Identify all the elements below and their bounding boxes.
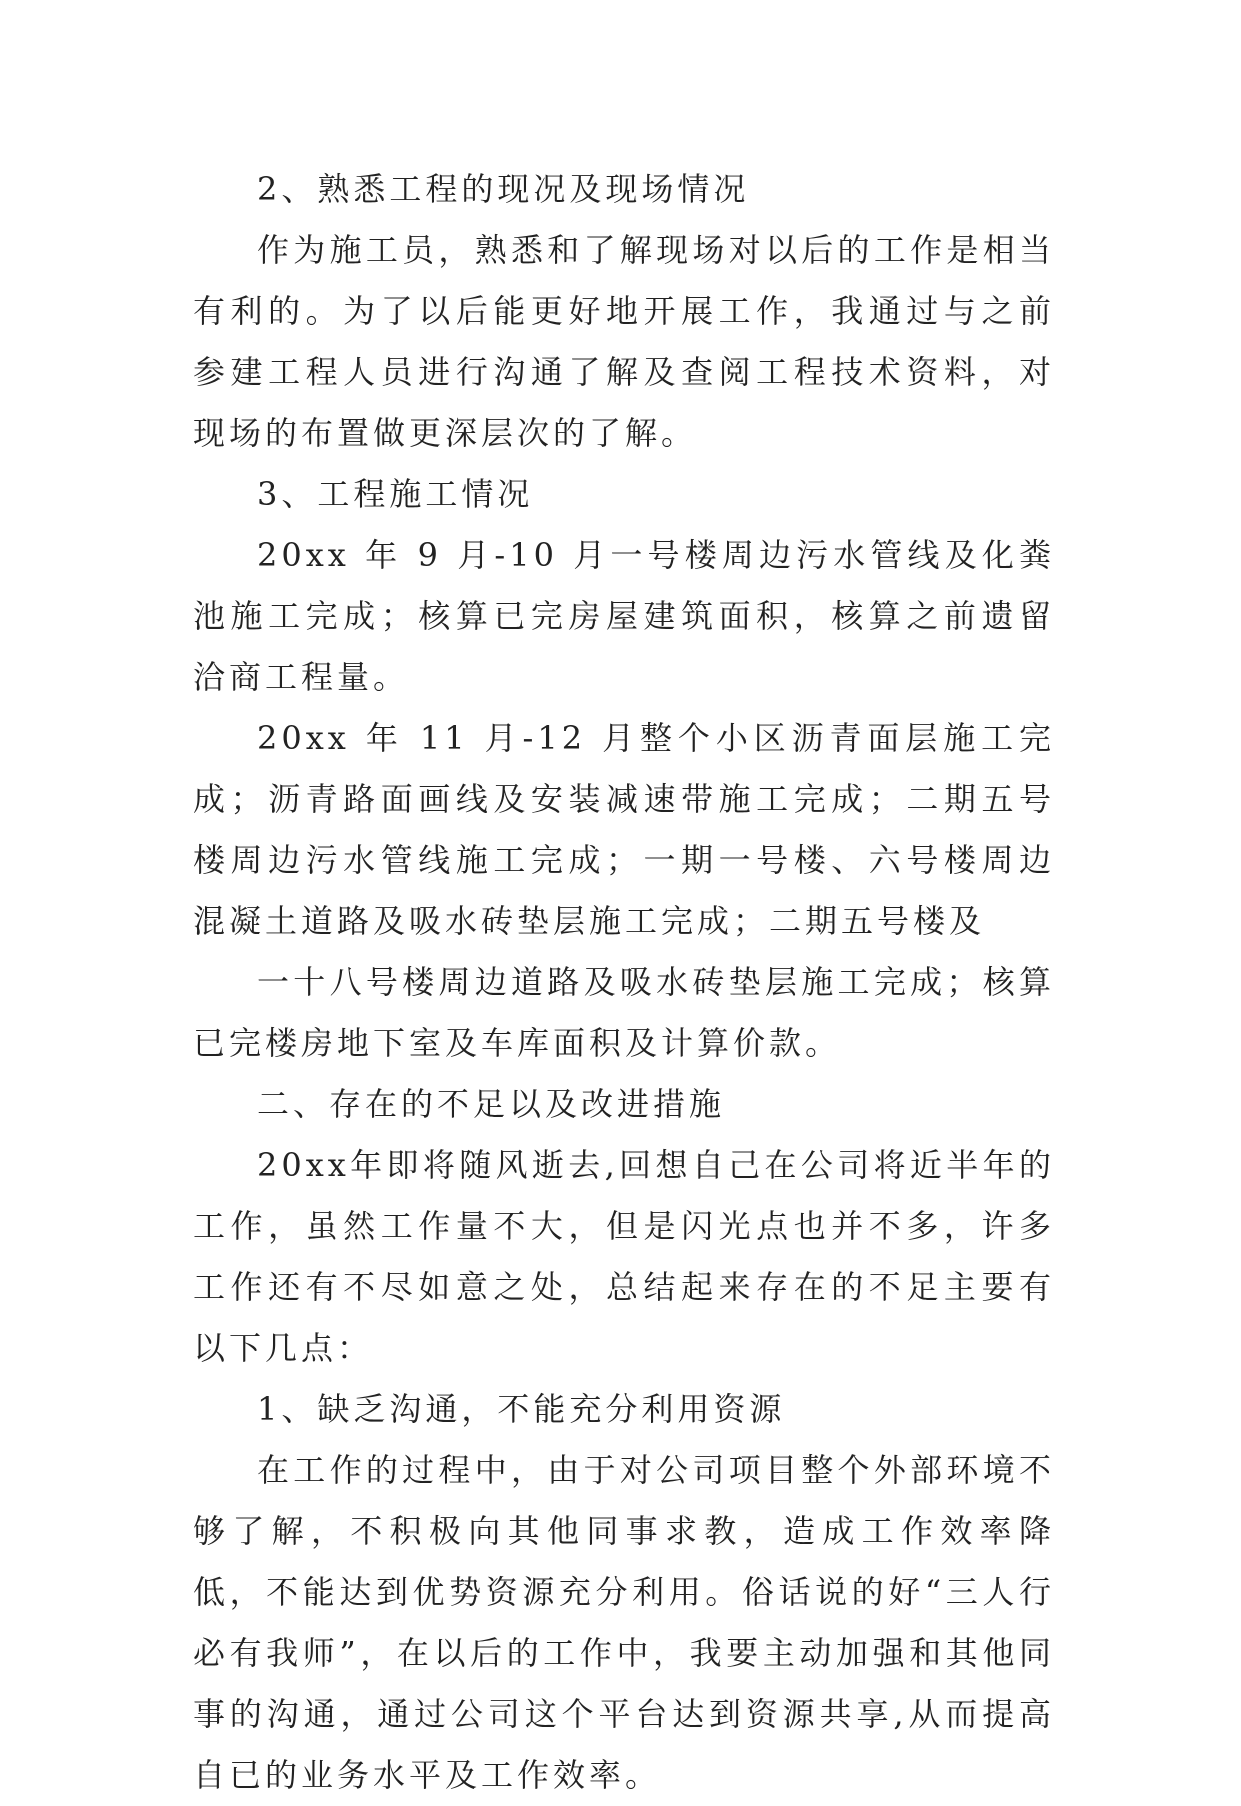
paragraph-sep-oct-work: 20xx 年 9 月-10 月一号楼周边污水管线及化粪池施工完成；核算已完房屋建筑面积，核算之前遗留洽商工程量。 bbox=[193, 536, 1055, 696]
document-body bbox=[193, 159, 1055, 1806]
section-heading-construction-status: 3、工程施工情况 bbox=[257, 475, 534, 513]
paragraph-nov-dec-work: 20xx 年 11 月-12 月整个小区沥青面层施工完成；沥青路面画线及安装减速带施工完成；二期五号楼周边污水管线施工完成；一期一号楼、六号楼周边混凝土道路及吸水砖垫层施工完成；二期五号楼及 bbox=[193, 719, 1055, 940]
section-heading-lack-communication: 1、缺乏沟通，不能充分利用资源 bbox=[257, 1390, 786, 1428]
paragraph-year-review: 20xx年即将随风逝去,回想自己在公司将近半年的工作，虽然工作量不大，但是闪光点也并不多，许多工作还有不尽如意之处，总结起来存在的不足主要有以下几点： bbox=[193, 1146, 1055, 1367]
section-heading-shortcomings: 二、存在的不足以及改进措施 bbox=[257, 1085, 726, 1123]
paragraph-building-18-work: 一十八号楼周边道路及吸水砖垫层施工完成；核算已完楼房地下室及车库面积及计算价款。 bbox=[193, 963, 1055, 1062]
section-heading-familiarize-site: 2、熟悉工程的现况及现场情况 bbox=[257, 170, 750, 208]
paragraph-site-familiarization: 作为施工员，熟悉和了解现场对以后的工作是相当有利的。为了以后能更好地开展工作，我通过与之前参建工程人员进行沟通了解及查阅工程技术资料，对现场的布置做更深层次的了解。 bbox=[193, 231, 1055, 452]
paragraph-communication-improvement: 在工作的过程中，由于对公司项目整个外部环境不够了解，不积极向其他同事求教，造成工作效率降低，不能达到优势资源充分利用。俗话说的好“三人行必有我师”，在以后的工作中，我要主动加强和其他同事的沟通，通过公司这个平台达到资源共享,从而提高自已的业务水平及工作效率。 bbox=[193, 1451, 1055, 1794]
